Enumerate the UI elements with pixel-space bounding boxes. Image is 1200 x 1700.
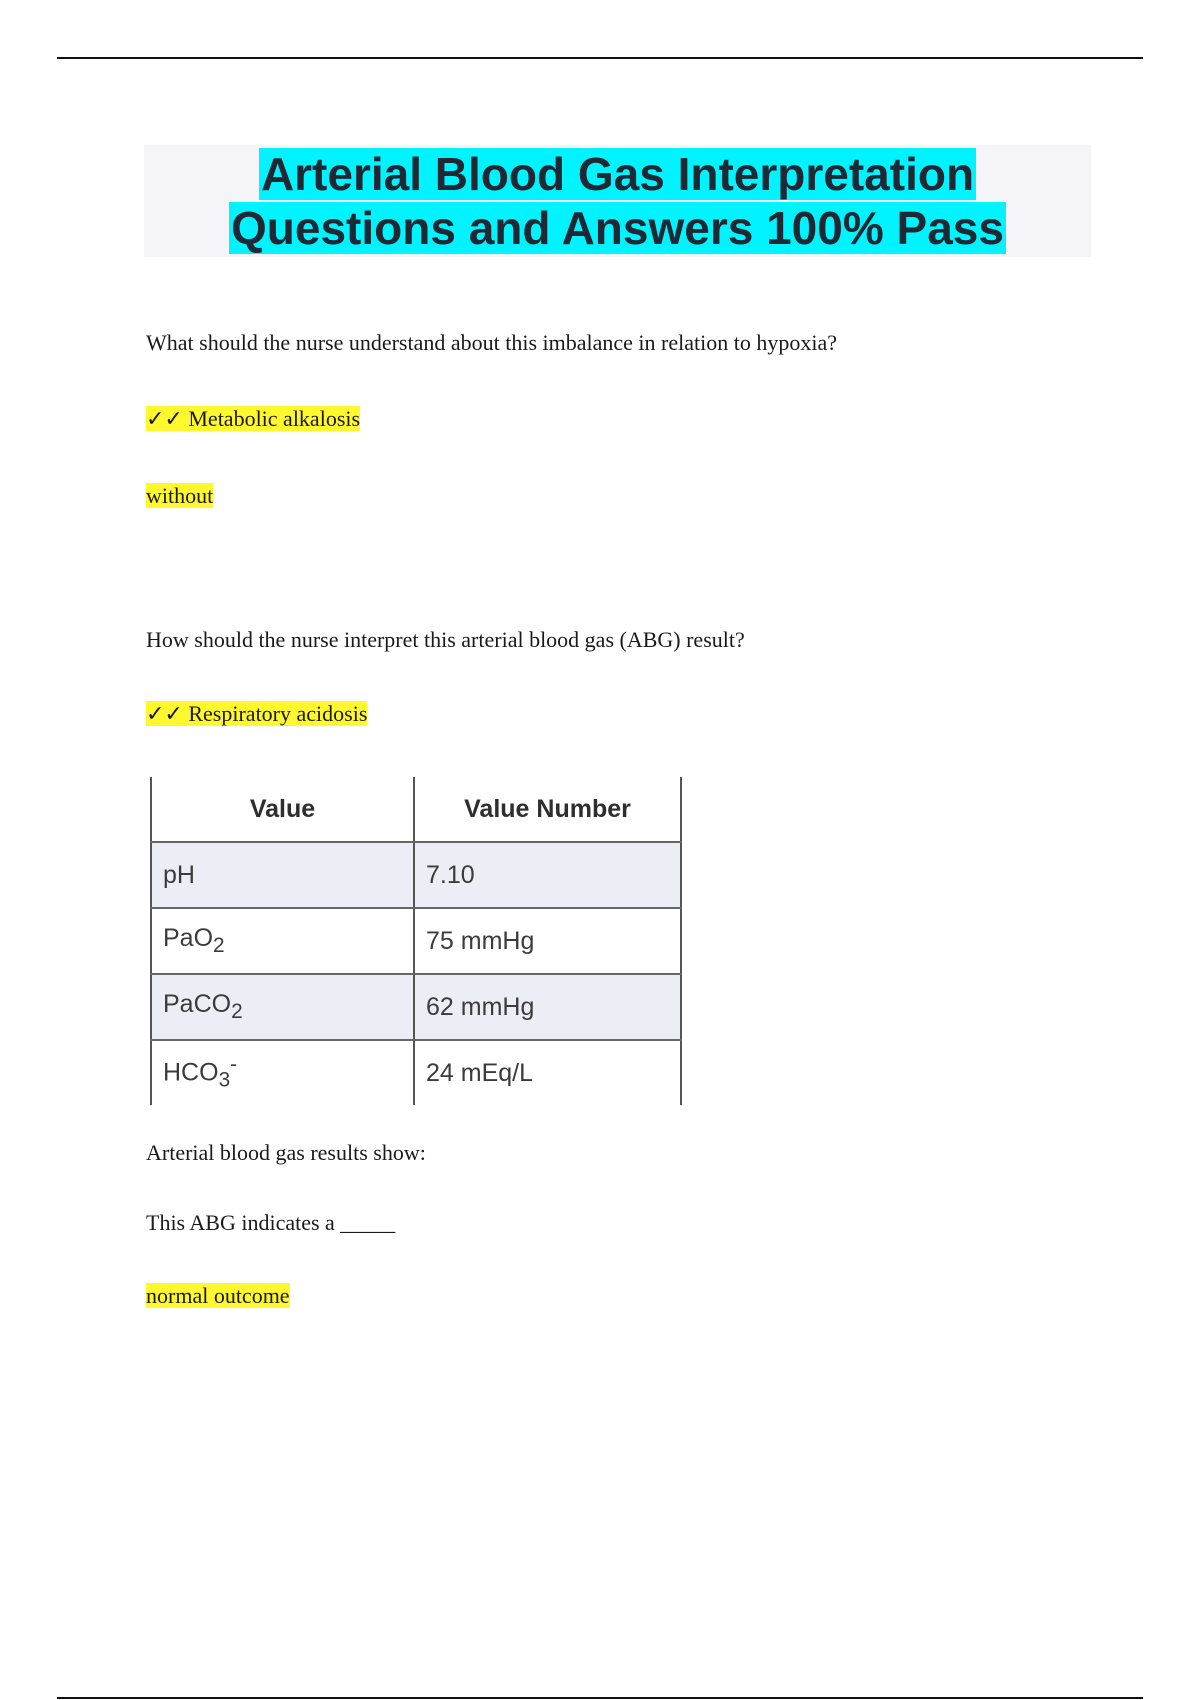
answer-1-extra xyxy=(146,482,213,510)
footer-rule xyxy=(57,1697,1143,1699)
answer-3-highlight: normal outcome xyxy=(146,1283,290,1308)
answer-1 xyxy=(146,405,360,433)
row-label: PaO$_2$ xyxy=(151,908,414,974)
question-1: What should the nurse understand about this imbalance in relation to hypoxia? xyxy=(146,330,837,355)
table-row xyxy=(151,908,681,974)
header-value-number: Value Number xyxy=(414,777,681,842)
row-label: PaCO$_2$ xyxy=(151,974,414,1040)
row-label: pH xyxy=(151,842,414,908)
question-3-prompt: This ABG indicates a _____ xyxy=(146,1210,396,1235)
answer-2 xyxy=(146,700,367,728)
answer-1-extra-highlight: without xyxy=(146,483,214,508)
table-row xyxy=(151,974,681,1040)
row-value: 24 mEq/L xyxy=(414,1040,681,1105)
abg-table xyxy=(150,777,682,1105)
question-2: How should the nurse interpret this arterial blood gas (ABG) result? xyxy=(146,627,745,652)
title-line-2: Questions and Answers 100% Pass xyxy=(231,202,1004,254)
header-rule xyxy=(57,57,1143,59)
row-value: 75 mmHg xyxy=(414,908,681,974)
row-value: 7.10 xyxy=(414,842,681,908)
answer-3 xyxy=(146,1282,290,1310)
title-banner xyxy=(144,145,1091,257)
title-line-1: Arterial Blood Gas Interpretation xyxy=(260,148,975,200)
answer-2-highlight: ✓✓ Respiratory acidosis xyxy=(146,701,368,726)
row-label: $HCO_3^-$ xyxy=(151,1040,414,1105)
table-header-row xyxy=(151,777,681,842)
question-3-intro: Arterial blood gas results show: xyxy=(146,1140,426,1165)
header-value: Value xyxy=(151,777,414,842)
table-row xyxy=(151,842,681,908)
row-value: 62 mmHg xyxy=(414,974,681,1040)
document-title xyxy=(144,145,1091,255)
table-row xyxy=(151,1040,681,1105)
answer-1-highlight: ✓✓ Metabolic alkalosis xyxy=(146,406,361,431)
